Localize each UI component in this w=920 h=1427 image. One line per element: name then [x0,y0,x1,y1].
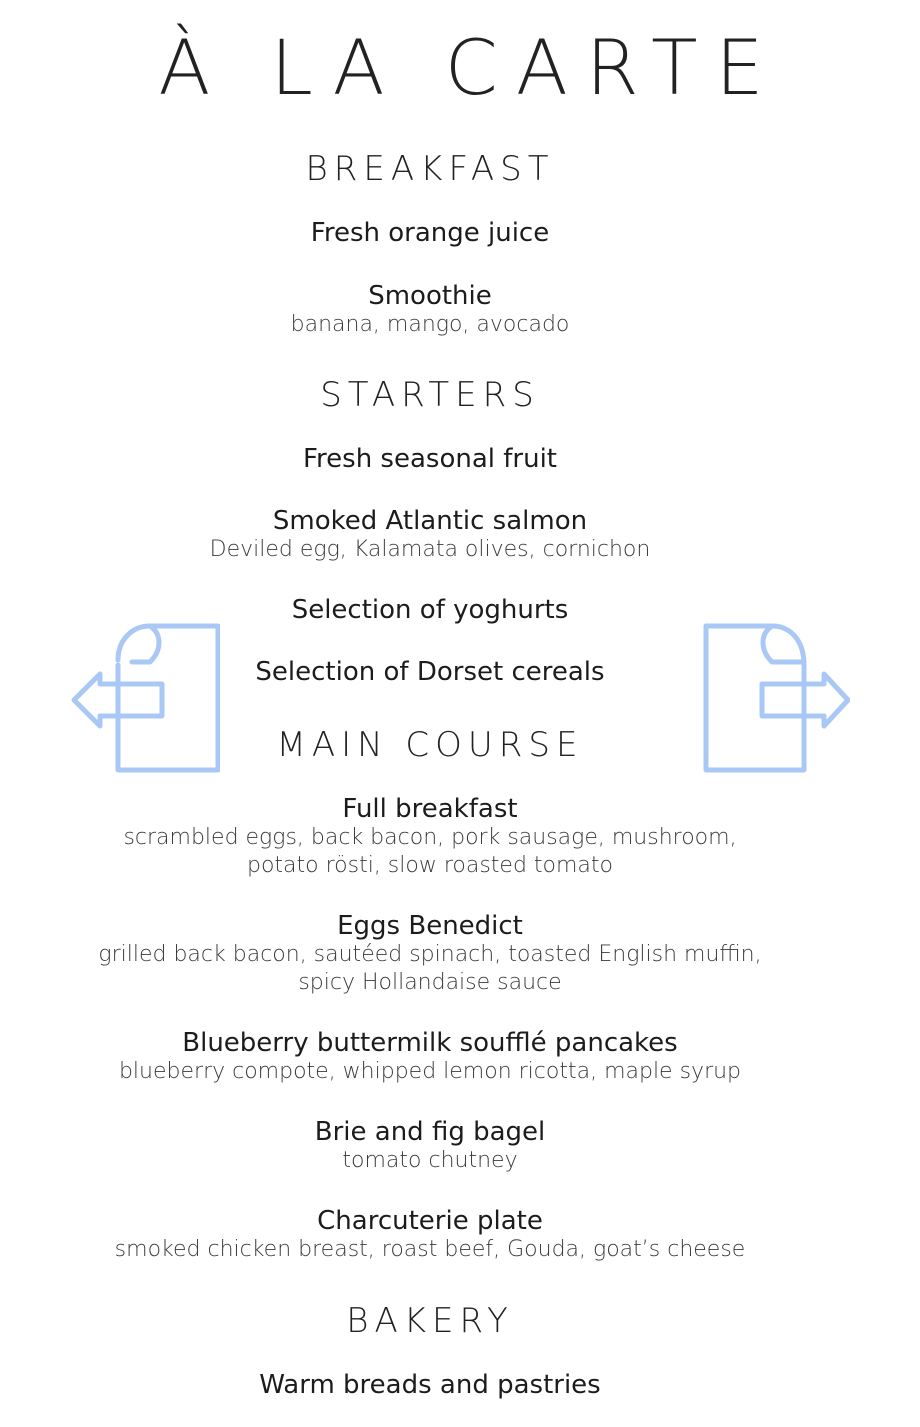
menu-item-name: Eggs Benedict [337,911,523,941]
menu-item-name: Blueberry buttermilk soufflé pancakes [182,1028,678,1058]
menu-title: À LA CARTE [158,23,782,112]
menu-item-desc: spicy Hollandaise sauce [298,970,562,995]
section-heading-bakery: BAKERY [346,1301,514,1341]
page-exit-left-icon [70,620,220,780]
menu-item-desc: Deviled egg, Kalamata olives, cornichon [209,537,651,562]
menu-item-name: Charcuterie plate [317,1206,543,1236]
menu-item-name: Smoked Atlantic salmon [272,506,588,536]
menu-item-desc: potato rösti, slow roasted tomato [246,853,613,878]
menu-item-desc: grilled back bacon, sautéed spinach, toasted English muffin, [98,942,762,967]
menu-item-desc: tomato chutney [342,1148,518,1173]
menu-item-name: Selection of Dorset cereals [255,657,605,687]
page-exit-right-icon [700,620,850,780]
menu-item-desc: blueberry compote, whipped lemon ricotta, maple syrup [118,1059,742,1084]
section-heading-main-course: MAIN COURSE [276,725,584,765]
menu-item-name: Warm breads and pastries [259,1370,601,1400]
menu-item-name: Brie and fig bagel [314,1117,546,1147]
menu-item-name: Fresh seasonal fruit [302,444,558,474]
menu-item-name: Full breakfast [342,794,518,824]
menu-item-desc: smoked chicken breast, roast beef, Gouda, goat’s cheese [114,1237,746,1262]
menu-item-name: Selection of yoghurts [291,595,569,625]
menu-item-desc: scrambled eggs, back bacon, pork sausage, mushroom, [123,825,737,850]
section-heading-breakfast: BREAKFAST [305,149,555,189]
menu-item-name: Fresh orange juice [310,218,550,248]
menu-item-name: Smoothie [368,281,492,311]
menu-item-desc: banana, mango, avocado [290,312,570,337]
previous-page-button[interactable] [70,620,220,780]
section-heading-starters: STARTERS [320,375,540,415]
next-page-button[interactable] [700,620,850,780]
